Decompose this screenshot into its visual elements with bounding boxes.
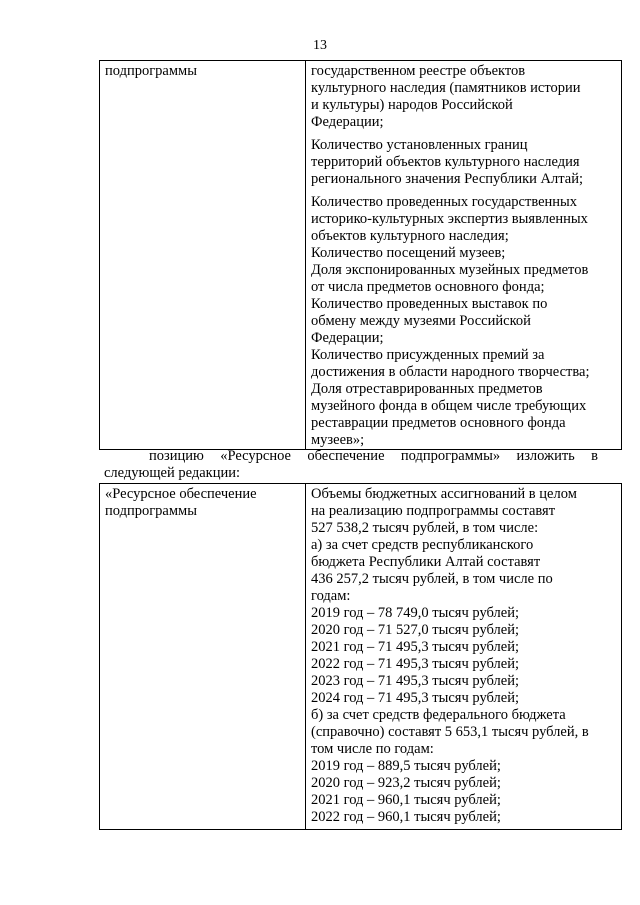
indicator-line: государственном реестре объектов bbox=[311, 63, 526, 79]
indicator-line: Количество проведенных выставок по bbox=[311, 296, 548, 312]
subprogram-indicators-table bbox=[99, 60, 622, 450]
funding-line: бюджета Республики Алтай составят bbox=[311, 554, 541, 570]
indicator-line: историко-культурных экспертиз выявленных bbox=[311, 211, 588, 227]
left-cell bbox=[100, 484, 306, 830]
funding-line: 2023 год – 71 495,3 тысяч рублей; bbox=[311, 673, 519, 689]
amendment-paragraph bbox=[104, 448, 598, 482]
paragraph-word: обеспечение bbox=[307, 448, 385, 464]
indicator-line: Доля экспонированных музейных предметов bbox=[311, 262, 589, 278]
page-number: 13 bbox=[313, 38, 327, 53]
indicator-line: музеев»; bbox=[311, 432, 365, 448]
indicator-line: Количество посещений музеев; bbox=[311, 245, 506, 261]
funding-line: 2019 год – 889,5 тысяч рублей; bbox=[311, 758, 501, 774]
indicator-line: Доля отреставрированных предметов bbox=[311, 381, 543, 397]
table-row bbox=[100, 484, 622, 830]
right-cell bbox=[306, 484, 622, 830]
right-cell bbox=[306, 61, 622, 450]
indicator-line: Количество присужденных премий за bbox=[311, 347, 545, 363]
funding-line: 2022 год – 71 495,3 тысяч рублей; bbox=[311, 656, 519, 672]
funding-line: том числе по годам: bbox=[311, 741, 434, 757]
indicator-line: от числа предметов основного фонда; bbox=[311, 279, 545, 295]
indicator-line: территорий объектов культурного наследия bbox=[311, 154, 580, 170]
funding-line: 2021 год – 960,1 тысяч рублей; bbox=[311, 792, 501, 808]
funding-line: 2020 год – 923,2 тысяч рублей; bbox=[311, 775, 501, 791]
indicator-line: музейного фонда в общем числе требующих bbox=[311, 398, 587, 414]
indicator-line: регионального значения Республики Алтай; bbox=[311, 171, 583, 187]
funding-line: 2024 год – 71 495,3 тысяч рублей; bbox=[311, 690, 519, 706]
funding-line: 2020 год – 71 527,0 тысяч рублей; bbox=[311, 622, 519, 638]
funding-line: Объемы бюджетных ассигнований в целом bbox=[311, 486, 577, 502]
paragraph-word: позицию bbox=[149, 448, 204, 464]
resource-label-line: «Ресурсное обеспечение bbox=[105, 486, 257, 502]
funding-line: 2019 год – 78 749,0 тысяч рублей; bbox=[311, 605, 519, 621]
left-label: подпрограммы bbox=[105, 63, 197, 79]
indicator-line: Федерации; bbox=[311, 330, 384, 346]
paragraph-word: в bbox=[591, 448, 598, 464]
indicator-line: Количество установленных границ bbox=[311, 137, 528, 153]
indicator-line: культурного наследия (памятников истории bbox=[311, 80, 581, 96]
funding-line: а) за счет средств республиканского bbox=[311, 537, 534, 553]
indicator-line: Количество проведенных государственных bbox=[311, 194, 578, 210]
resource-provision-table bbox=[99, 483, 622, 830]
funding-line: 2022 год – 960,1 тысяч рублей; bbox=[311, 809, 501, 825]
paragraph-line-2: следующей редакции: bbox=[104, 465, 241, 481]
paragraph-word: изложить bbox=[516, 448, 575, 464]
funding-line: 436 257,2 тысяч рублей, в том числе по bbox=[311, 571, 553, 587]
funding-line: 2021 год – 71 495,3 тысяч рублей; bbox=[311, 639, 519, 655]
indicator-line: объектов культурного наследия; bbox=[311, 228, 509, 244]
indicator-line: и культуры) народов Российской bbox=[311, 97, 513, 113]
resource-label-line: подпрограммы bbox=[105, 503, 197, 519]
paragraph-line-1 bbox=[104, 448, 598, 465]
paragraph-word: подпрограммы» bbox=[400, 448, 501, 464]
funding-line: на реализацию подпрограммы составят bbox=[311, 503, 556, 519]
funding-line: б) за счет средств федерального бюджета bbox=[311, 707, 566, 723]
indicator-line: Федерации; bbox=[311, 114, 384, 130]
indicator-line: обмену между музеями Российской bbox=[311, 313, 531, 329]
indicator-line: достижения в области народного творчества; bbox=[311, 364, 590, 380]
table-row bbox=[100, 61, 622, 450]
left-cell bbox=[100, 61, 306, 450]
paragraph-word: «Ресурсное bbox=[220, 448, 291, 464]
funding-line: (справочно) составят 5 653,1 тысяч рублей, в bbox=[311, 724, 589, 740]
funding-line: годам: bbox=[311, 588, 351, 604]
funding-line: 527 538,2 тысяч рублей, в том числе: bbox=[311, 520, 539, 536]
indicator-line: реставрации предметов основного фонда bbox=[311, 415, 566, 431]
